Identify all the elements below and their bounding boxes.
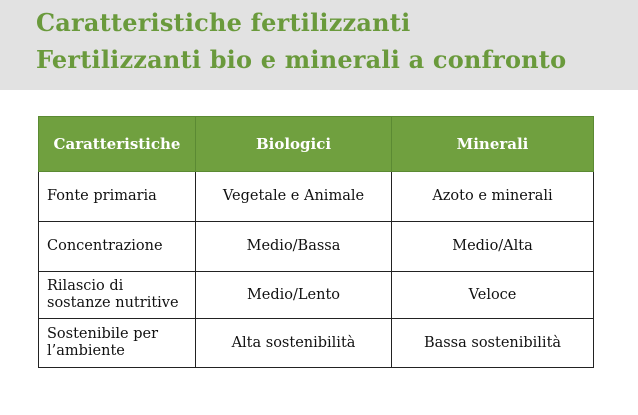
column-header-mineral: Minerali — [392, 117, 594, 172]
row-label: Sostenibile per l’ambiente — [39, 319, 196, 368]
comparison-table-container — [38, 116, 593, 368]
table-row — [39, 272, 594, 319]
row-label: Fonte primaria — [39, 172, 196, 222]
table-row — [39, 172, 594, 222]
comparison-table — [38, 116, 594, 368]
table-row — [39, 319, 594, 368]
mineral-value: Veloce — [392, 272, 594, 319]
column-header-organic: Biologici — [196, 117, 392, 172]
page-title: Caratteristiche fertilizzanti — [36, 8, 411, 37]
mineral-value: Medio/Alta — [392, 222, 594, 272]
mineral-value: Azoto e minerali — [392, 172, 594, 222]
table-header-row — [39, 117, 594, 172]
column-header-characteristics: Caratteristiche — [39, 117, 196, 172]
row-label: Concentrazione — [39, 222, 196, 272]
mineral-value: Bassa sostenibilità — [392, 319, 594, 368]
organic-value: Medio/Lento — [196, 272, 392, 319]
organic-value: Medio/Bassa — [196, 222, 392, 272]
organic-value: Alta sostenibilità — [196, 319, 392, 368]
page-subtitle: Fertilizzanti bio e minerali a confronto — [36, 45, 567, 74]
title-banner — [0, 0, 638, 90]
organic-value: Vegetale e Animale — [196, 172, 392, 222]
row-label: Rilascio di sostanze nutritive — [39, 272, 196, 319]
table-row — [39, 222, 594, 272]
